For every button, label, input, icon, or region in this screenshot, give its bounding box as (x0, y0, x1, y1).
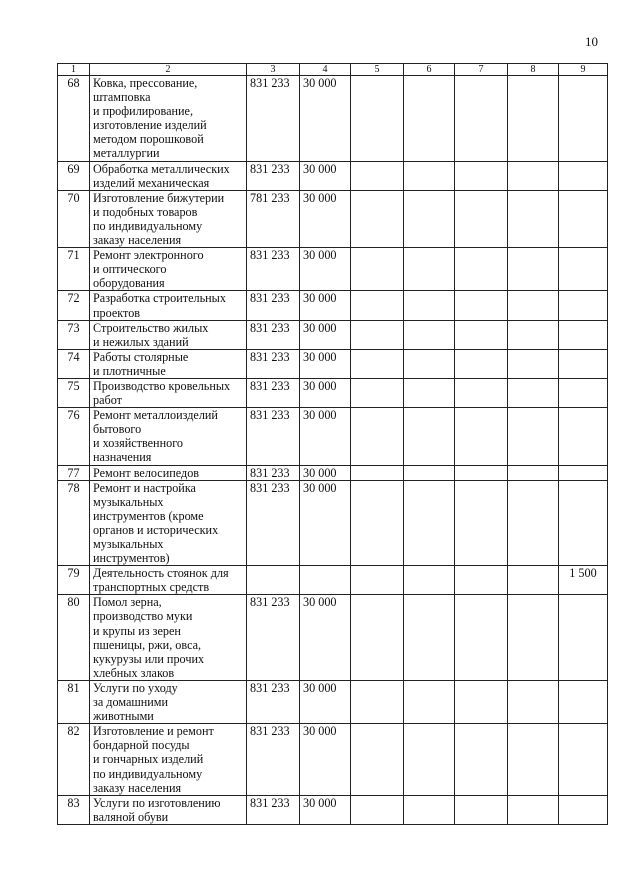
row-number: 80 (58, 595, 90, 681)
row-number: 74 (58, 349, 90, 378)
activity-name-line: по индивидуальному (93, 218, 203, 233)
header-row (58, 64, 608, 76)
activity-name-line: валяной обуви (93, 809, 169, 824)
col4-value: 30 000 (300, 320, 351, 349)
activity-name-line: Работы столярные (93, 349, 189, 364)
activity-name-line: музыкальных (93, 494, 164, 509)
col9-value (559, 378, 608, 407)
col8-cell (508, 161, 559, 190)
col3-value: 831 233 (247, 595, 300, 681)
col3-value: 831 233 (247, 76, 300, 162)
col8-cell (508, 349, 559, 378)
row-number: 82 (58, 724, 90, 795)
header-cell: 3 (247, 64, 300, 76)
row-number: 75 (58, 378, 90, 407)
col4-value: 30 000 (300, 680, 351, 723)
activity-name-line: Ремонт и настройка (93, 480, 196, 495)
col4-value (300, 566, 351, 595)
activity-name-line: Ремонт велосипедов (93, 465, 200, 480)
header-cell: 9 (559, 64, 608, 76)
col7-cell (455, 724, 508, 795)
col3-value: 831 233 (247, 680, 300, 723)
activity-name (90, 795, 247, 824)
col7-cell (455, 76, 508, 162)
table-row (58, 378, 608, 407)
table-row (58, 320, 608, 349)
activity-name (90, 248, 247, 291)
activity-name-line: за домашними (93, 695, 169, 710)
activity-name-line: работ (93, 393, 122, 408)
col6-cell (404, 349, 455, 378)
activity-name-line: Изготовление и ремонт (93, 724, 214, 739)
col3-value: 831 233 (247, 378, 300, 407)
col7-cell (455, 795, 508, 824)
col6-cell (404, 291, 455, 320)
col7-cell (455, 566, 508, 595)
header-cell: 7 (455, 64, 508, 76)
row-number: 83 (58, 795, 90, 824)
activity-name-line: и нежилых зданий (93, 334, 189, 349)
col9-value (559, 408, 608, 465)
activity-name-line: инструментов) (93, 551, 170, 566)
col9-value (559, 724, 608, 795)
col3-value: 831 233 (247, 480, 300, 566)
activity-name (90, 680, 247, 723)
row-number: 72 (58, 291, 90, 320)
col7-cell (455, 161, 508, 190)
activity-name-line: и профилирование, (93, 104, 193, 119)
activity-name-line: Ремонт электронного (93, 248, 204, 263)
col4-value: 30 000 (300, 190, 351, 247)
activity-name-line: и хозяйственного (93, 436, 183, 451)
col9-value: 1 500 (559, 566, 608, 595)
activity-name-line: производство муки (93, 609, 193, 624)
row-number: 81 (58, 680, 90, 723)
col6-cell (404, 480, 455, 566)
activity-name-line: пшеницы, ржи, овса, (93, 637, 202, 652)
col4-value: 30 000 (300, 465, 351, 480)
activity-name-line: хлебных злаков (93, 665, 175, 680)
col8-cell (508, 248, 559, 291)
col3-value: 831 233 (247, 161, 300, 190)
col3-value: 831 233 (247, 248, 300, 291)
table-row (58, 408, 608, 465)
col5-cell (351, 349, 404, 378)
col6-cell (404, 566, 455, 595)
col9-value (559, 795, 608, 824)
activity-name-line: и гончарных изделий (93, 752, 204, 767)
activity-name (90, 378, 247, 407)
table-row (58, 291, 608, 320)
col5-cell (351, 190, 404, 247)
col6-cell (404, 408, 455, 465)
activity-name (90, 595, 247, 681)
activity-name-line: изготовление изделий (93, 118, 207, 133)
activity-name-line: кукурузы или прочих (93, 651, 205, 666)
col6-cell (404, 378, 455, 407)
activity-name (90, 724, 247, 795)
activity-name (90, 480, 247, 566)
col6-cell (404, 680, 455, 723)
page-number: 10 (585, 34, 598, 49)
activity-name-line: изделий механическая (93, 175, 210, 190)
col4-value: 30 000 (300, 595, 351, 681)
col6-cell (404, 795, 455, 824)
table-row (58, 480, 608, 566)
table-row (58, 349, 608, 378)
header-cell: 4 (300, 64, 351, 76)
col6-cell (404, 76, 455, 162)
activity-name-line: Разработка строительных (93, 291, 226, 306)
col5-cell (351, 76, 404, 162)
col7-cell (455, 408, 508, 465)
col5-cell (351, 480, 404, 566)
col7-cell (455, 248, 508, 291)
row-number: 76 (58, 408, 90, 465)
col7-cell (455, 465, 508, 480)
col9-value (559, 161, 608, 190)
header-cell: 5 (351, 64, 404, 76)
row-number: 69 (58, 161, 90, 190)
row-number: 79 (58, 566, 90, 595)
col7-cell (455, 320, 508, 349)
col4-value: 30 000 (300, 76, 351, 162)
activity-name-line: животными (93, 709, 154, 724)
col7-cell (455, 595, 508, 681)
activity-name-line: методом порошковой (93, 132, 204, 147)
activity-name-line: транспортных средств (93, 580, 210, 595)
col5-cell (351, 795, 404, 824)
col7-cell (455, 190, 508, 247)
col5-cell (351, 378, 404, 407)
col7-cell (455, 378, 508, 407)
table-row (58, 190, 608, 247)
col3-value: 831 233 (247, 349, 300, 378)
activity-name-line: штамповка (93, 90, 151, 105)
activity-name-line: Ковка, прессование, (93, 76, 198, 90)
activity-name-line: заказу населения (93, 780, 182, 795)
col9-value (559, 595, 608, 681)
col7-cell (455, 680, 508, 723)
col8-cell (508, 190, 559, 247)
row-number: 71 (58, 248, 90, 291)
col6-cell (404, 190, 455, 247)
col8-cell (508, 291, 559, 320)
row-number: 70 (58, 190, 90, 247)
col8-cell (508, 480, 559, 566)
col3-value: 781 233 (247, 190, 300, 247)
col4-value: 30 000 (300, 408, 351, 465)
activity-name (90, 349, 247, 378)
activity-name-line: Изготовление бижутерии (93, 190, 225, 205)
col9-value (559, 680, 608, 723)
col4-value: 30 000 (300, 248, 351, 291)
col6-cell (404, 595, 455, 681)
col4-value: 30 000 (300, 480, 351, 566)
col8-cell (508, 595, 559, 681)
col3-value: 831 233 (247, 795, 300, 824)
activity-name-line: Деятельность стоянок для (93, 566, 229, 581)
col6-cell (404, 320, 455, 349)
activity-name (90, 465, 247, 480)
activity-name-line: Обработка металлических (93, 161, 230, 176)
activity-name-line: по индивидуальному (93, 766, 203, 781)
col4-value: 30 000 (300, 724, 351, 795)
activity-name-line: Услуги по уходу (93, 680, 178, 695)
col5-cell (351, 465, 404, 480)
col6-cell (404, 161, 455, 190)
table-row (58, 795, 608, 824)
activity-name-line: металлургии (93, 146, 160, 161)
col5-cell (351, 566, 404, 595)
col4-value: 30 000 (300, 349, 351, 378)
activity-name (90, 161, 247, 190)
activity-name-line: бытового (93, 422, 142, 437)
col8-cell (508, 378, 559, 407)
table-row (58, 465, 608, 480)
activity-name-line: Помол зерна, (93, 595, 162, 610)
col9-value (559, 291, 608, 320)
table-row (58, 248, 608, 291)
activity-name-line: и крупы из зерен (93, 623, 181, 638)
col7-cell (455, 349, 508, 378)
header-cell: 8 (508, 64, 559, 76)
col6-cell (404, 465, 455, 480)
activity-name (90, 76, 247, 162)
col9-value (559, 480, 608, 566)
activity-name (90, 566, 247, 595)
header-cell: 2 (90, 64, 247, 76)
activity-name (90, 291, 247, 320)
activity-name-line: проектов (93, 305, 141, 320)
row-number: 73 (58, 320, 90, 349)
activity-name-line: Строительство жилых (93, 320, 209, 335)
activity-name-line: и плотничные (93, 363, 166, 378)
col3-value: 831 233 (247, 320, 300, 349)
table-row (58, 76, 608, 162)
col5-cell (351, 291, 404, 320)
col9-value (559, 349, 608, 378)
col8-cell (508, 408, 559, 465)
activity-name-line: и подобных товаров (93, 204, 198, 219)
col5-cell (351, 248, 404, 291)
col4-value: 30 000 (300, 378, 351, 407)
col9-value (559, 465, 608, 480)
col9-value (559, 190, 608, 247)
col8-cell (508, 76, 559, 162)
table-row (58, 566, 608, 595)
col5-cell (351, 724, 404, 795)
activity-name-line: инструментов (кроме (93, 508, 204, 523)
activity-name-line: бондарной посуды (93, 738, 190, 753)
col5-cell (351, 320, 404, 349)
activity-name-line: музыкальных (93, 537, 164, 551)
col5-cell (351, 680, 404, 723)
activity-name (90, 408, 247, 465)
col8-cell (508, 795, 559, 824)
activity-name-line: и оптического (93, 262, 167, 277)
col5-cell (351, 408, 404, 465)
col4-value: 30 000 (300, 795, 351, 824)
data-table (57, 63, 608, 825)
col6-cell (404, 724, 455, 795)
activity-name-line: Ремонт металлоизделий (93, 408, 218, 423)
col7-cell (455, 480, 508, 566)
col8-cell (508, 320, 559, 349)
activity-name-line: заказу населения (93, 233, 182, 248)
activity-name-line: оборудования (93, 276, 165, 291)
table-row (58, 595, 608, 681)
col8-cell (508, 465, 559, 480)
col7-cell (455, 291, 508, 320)
header-cell: 1 (58, 64, 90, 76)
col3-value: 831 233 (247, 465, 300, 480)
col9-value (559, 320, 608, 349)
col4-value: 30 000 (300, 291, 351, 320)
col9-value (559, 248, 608, 291)
col6-cell (404, 248, 455, 291)
activity-name-line: органов и исторических (93, 522, 219, 537)
col5-cell (351, 595, 404, 681)
activity-name-line: назначения (93, 450, 152, 465)
activity-name (90, 190, 247, 247)
row-number: 68 (58, 76, 90, 162)
col3-value: 831 233 (247, 408, 300, 465)
activity-name (90, 320, 247, 349)
col8-cell (508, 680, 559, 723)
table-row (58, 161, 608, 190)
col4-value: 30 000 (300, 161, 351, 190)
col3-value: 831 233 (247, 724, 300, 795)
activity-name-line: Производство кровельных (93, 378, 231, 393)
activity-name-line: Услуги по изготовлению (93, 795, 221, 810)
row-number: 77 (58, 465, 90, 480)
col3-value (247, 566, 300, 595)
col3-value: 831 233 (247, 291, 300, 320)
header-cell: 6 (404, 64, 455, 76)
col5-cell (351, 161, 404, 190)
col8-cell (508, 566, 559, 595)
table-row (58, 680, 608, 723)
col9-value (559, 76, 608, 162)
table-row (58, 724, 608, 795)
row-number: 78 (58, 480, 90, 566)
col8-cell (508, 724, 559, 795)
